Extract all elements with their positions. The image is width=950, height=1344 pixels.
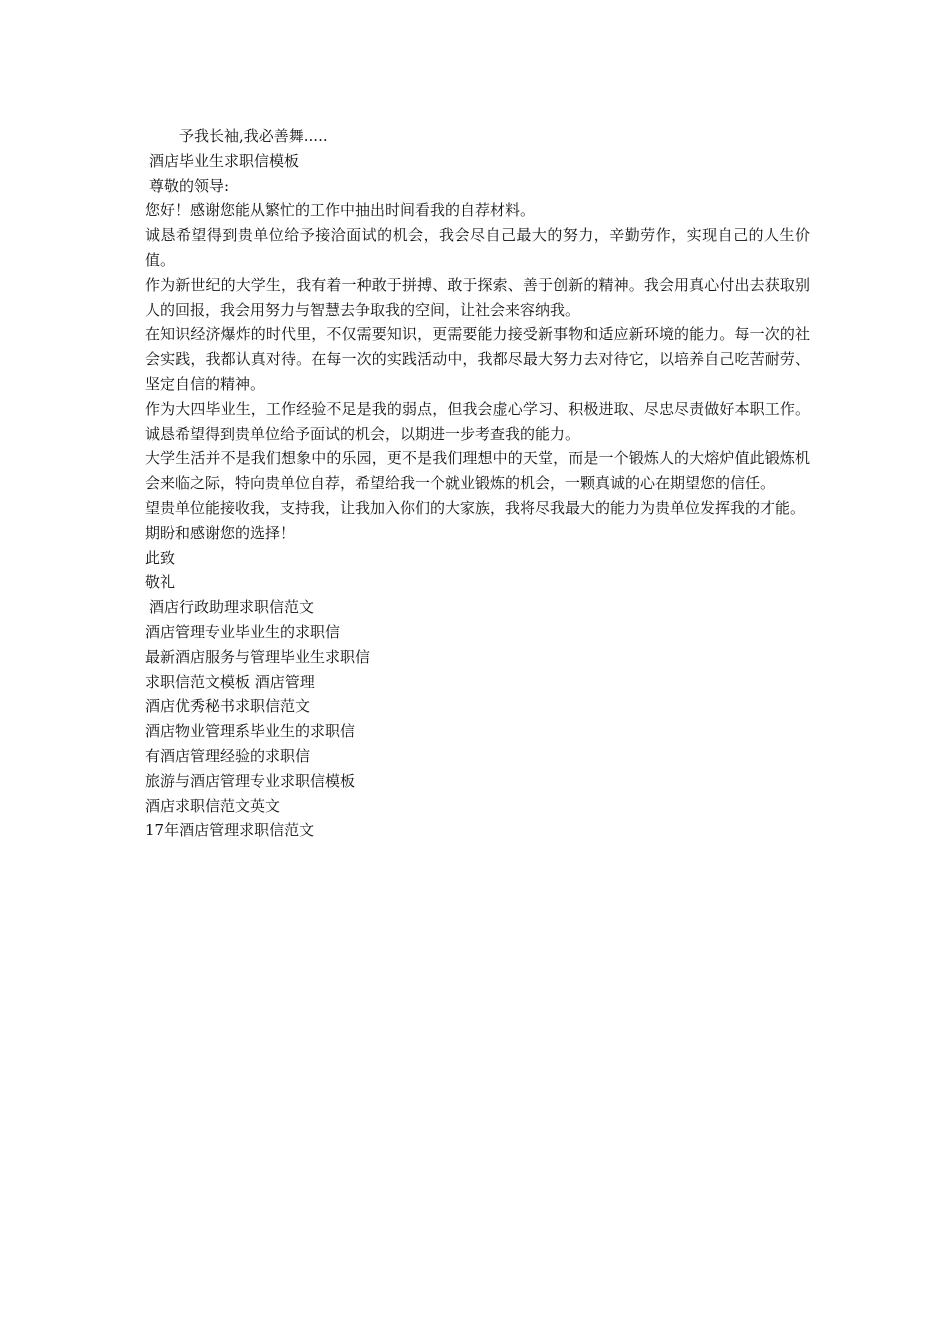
- paragraph: 作为新世纪的大学生，我有着一种敢于拼搏、敢于探索、善于创新的精神。我会用真心付出去获取别人的回报，我会用努力与智慧去争取我的空间，让社会来容纳我。: [145, 275, 810, 319]
- related-link[interactable]: 酒店物业管理系毕业生的求职信: [145, 722, 356, 741]
- related-link[interactable]: 旅游与酒店管理专业求职信模板: [145, 771, 356, 790]
- related-link[interactable]: 酒店行政助理求职信范文: [149, 598, 315, 617]
- related-link[interactable]: 酒店优秀秘书求职信范文: [145, 697, 311, 716]
- motto-line: 予我长袖,我必善舞.....: [179, 127, 328, 145]
- related-link[interactable]: 有酒店管理经验的求职信: [145, 746, 311, 765]
- paragraph: 在知识经济爆炸的时代里，不仅需要知识，更需要能力接受新事物和适应新环境的能力。每一次的社会实践，我都认真对待。在每一次的实践活动中，我都尽最大努力去对待它，以培养自己吃苦耐劳、坚定自信的精神。: [145, 325, 810, 393]
- related-link[interactable]: 求职信范文模板 酒店管理: [145, 672, 315, 691]
- related-link[interactable]: 17年酒店管理求职信范文: [145, 821, 315, 840]
- related-link[interactable]: 最新酒店服务与管理毕业生求职信: [145, 647, 371, 666]
- paragraph: 大学生活并不是我们想象中的乐园，更不是我们理想中的天堂，而是一个锻炼人的大熔炉值此锻炼机会来临之际，特向贵单位自荐，希望给我一个就业锻炼的机会，一颗真诚的心在期望您的信任。: [145, 449, 810, 493]
- related-links-list: [145, 595, 810, 843]
- paragraph: 您好！感谢您能从繁忙的工作中抽出时间看我的自荐材料。: [145, 201, 536, 220]
- salutation: 尊敬的领导:: [149, 176, 230, 195]
- document-body: [145, 124, 810, 843]
- related-link[interactable]: 酒店管理专业毕业生的求职信: [145, 622, 341, 641]
- related-link[interactable]: 酒店求职信范文英文: [145, 796, 281, 815]
- paragraph: 望贵单位能接收我，支持我，让我加入你们的大家族，我将尽我最大的能力为贵单位发挥我的才能。: [145, 498, 806, 517]
- paragraph: 诚恳希望得到贵单位给予接洽面试的机会，我会尽自己最大的努力，辛勤劳作，实现自己的人生价值。: [145, 226, 810, 269]
- letter-title: 酒店毕业生求职信模板: [149, 151, 300, 170]
- closing-line: 此致: [145, 548, 176, 567]
- closing-regards: 敬礼: [145, 573, 176, 592]
- paragraph: 期盼和感谢您的选择！: [145, 523, 296, 542]
- paragraph: 作为大四毕业生，工作经验不足是我的弱点，但我会虚心学习、积极进取、尽忠尽责做好本职工作。诚恳希望得到贵单位给予面试的机会，以期进一步考查我的能力。: [145, 399, 810, 443]
